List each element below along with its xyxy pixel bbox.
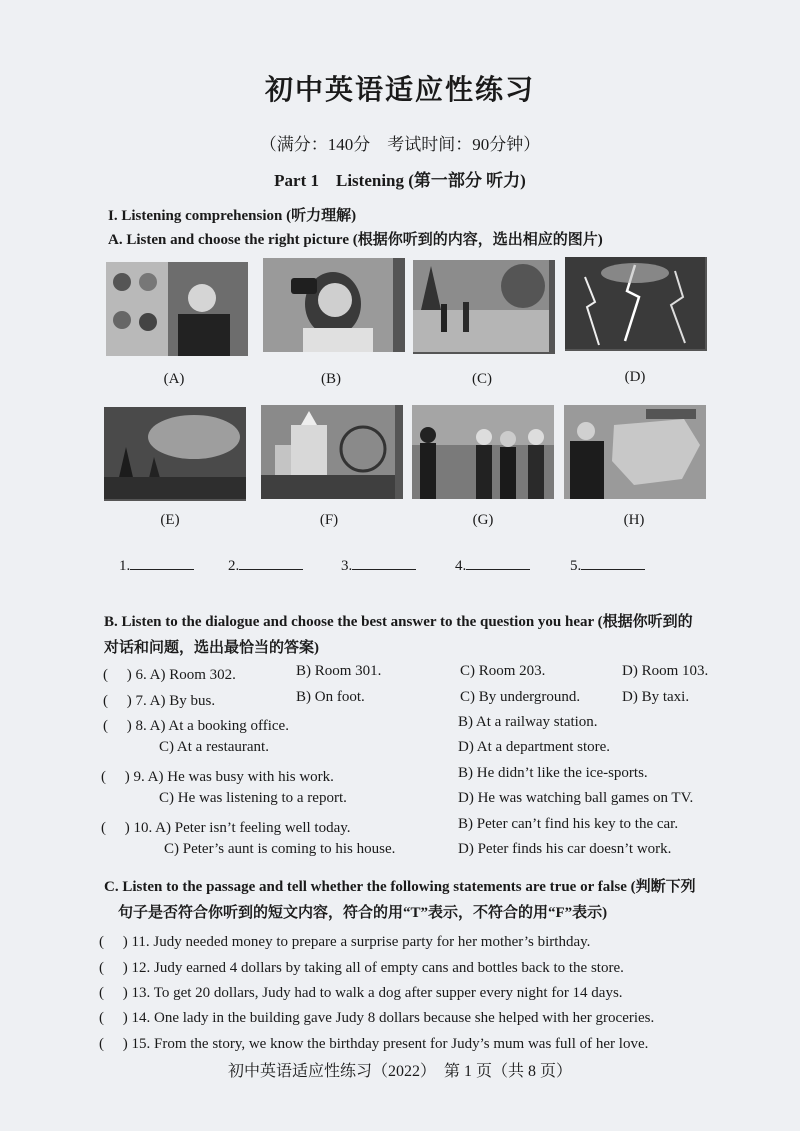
picture-b-girl-camera-photo-icon xyxy=(263,258,405,352)
blank-number: 2. xyxy=(228,558,240,574)
picture-e-label: (E) xyxy=(160,512,180,528)
question-13[interactable]: ( ) 13. To get 20 dollars, Judy had to walk a dog after supper every night for 14 days. xyxy=(99,985,623,1001)
question-10-d[interactable]: D) Peter finds his car doesn’t work. xyxy=(458,841,672,857)
blank-number: 1. xyxy=(119,558,131,574)
question-7-b[interactable]: B) On foot. xyxy=(296,689,365,705)
question-7-d[interactable]: D) By taxi. xyxy=(622,689,690,705)
section-a-heading: A. Listen and choose the right picture (根据你听到的内容，选出相应的图片) xyxy=(108,232,603,248)
question-9-a[interactable]: ( ) 9. A) He was busy with his work. xyxy=(101,769,334,785)
picture-d-lightning-photo-icon xyxy=(565,257,707,351)
part-heading: Part 1 Listening (第一部分 听力) xyxy=(274,171,526,190)
question-8-c[interactable]: C) At a restaurant. xyxy=(159,739,269,755)
question-14[interactable]: ( ) 14. One lady in the building gave Judy 8 dollars because she helped with her groceries. xyxy=(99,1010,655,1026)
picture-h-weather-report-photo-icon xyxy=(564,405,706,499)
picture-h-label: (H) xyxy=(623,512,645,528)
blank-number: 5. xyxy=(570,558,582,574)
question-9-d[interactable]: D) He was watching ball games on TV. xyxy=(458,790,694,806)
section-1-heading: I. Listening comprehension (听力理解) xyxy=(108,208,357,224)
question-12[interactable]: ( ) 12. Judy earned 4 dollars by taking all of empty cans and bottles back to the store. xyxy=(99,960,624,976)
answer-blank-5[interactable] xyxy=(570,555,645,575)
question-10-c[interactable]: C) Peter’s aunt is coming to his house. xyxy=(164,841,396,857)
page-title: 初中英语适应性练习 xyxy=(264,73,535,106)
blank-number: 3. xyxy=(341,558,353,574)
section-c-heading-line-1: C. Listen to the passage and tell whether the following statements are true or false (判断下列 xyxy=(104,879,696,895)
question-7-c[interactable]: C) By underground. xyxy=(460,689,581,705)
question-8-d[interactable]: D) At a department store. xyxy=(458,739,611,755)
answer-blank-2[interactable] xyxy=(228,555,303,575)
question-11[interactable]: ( ) 11. Judy needed money to prepare a surprise party for her mother’s birthday. xyxy=(99,934,591,950)
question-6-a[interactable]: ( ) 6. A) Room 302. xyxy=(103,667,236,683)
picture-a-label: (A) xyxy=(163,371,185,387)
answer-blank-1[interactable] xyxy=(119,555,194,575)
section-b-heading-line-2: 对话和问题，选出最恰当的答案) xyxy=(104,640,319,656)
question-9-b[interactable]: B) He didn’t like the ice-sports. xyxy=(458,765,648,781)
section-b-heading-line-1: B. Listen to the dialogue and choose the best answer to the question you hear (根据你听到的 xyxy=(104,614,693,630)
blank-number: 4. xyxy=(455,558,467,574)
question-15[interactable]: ( ) 15. From the story, we know the birthday present for Judy’s mum was full of her love. xyxy=(99,1036,649,1052)
picture-a-mascot-man-photo-icon xyxy=(106,262,248,356)
picture-g-label: (G) xyxy=(472,512,494,528)
picture-g-people-masks-photo-icon xyxy=(412,405,554,499)
question-10-b[interactable]: B) Peter can’t find his key to the car. xyxy=(458,816,679,832)
picture-d-label: (D) xyxy=(624,369,646,385)
question-7-a[interactable]: ( ) 7. A) By bus. xyxy=(103,693,216,709)
picture-f-label: (F) xyxy=(319,512,339,528)
answer-blank-4[interactable] xyxy=(455,555,530,575)
picture-b-label: (B) xyxy=(321,371,341,387)
picture-e-burning-forest-photo-icon xyxy=(104,407,246,501)
picture-c-label: (C) xyxy=(472,371,492,387)
question-6-d[interactable]: D) Room 103. xyxy=(622,663,709,679)
exam-info: （满分：140分 考试时间：90分钟） xyxy=(259,135,541,154)
picture-c-people-park-photo-icon xyxy=(413,260,555,354)
question-6-b[interactable]: B) Room 301. xyxy=(296,663,382,679)
picture-f-castle-ferris-wheel-photo-icon xyxy=(261,405,403,499)
question-6-c[interactable]: C) Room 203. xyxy=(460,663,546,679)
page-footer: 初中英语适应性练习（2022） 第 1 页（共 8 页） xyxy=(227,1063,572,1080)
question-8-b[interactable]: B) At a railway station. xyxy=(458,714,598,730)
section-c-heading-line-2: 句子是否符合你听到的短文内容，符合的用“T”表示，不符合的用“F”表示) xyxy=(118,905,608,921)
answer-blank-3[interactable] xyxy=(341,555,416,575)
question-8-a[interactable]: ( ) 8. A) At a booking office. xyxy=(103,718,289,734)
question-10-a[interactable]: ( ) 10. A) Peter isn’t feeling well today. xyxy=(101,820,351,836)
question-9-c[interactable]: C) He was listening to a report. xyxy=(159,790,347,806)
